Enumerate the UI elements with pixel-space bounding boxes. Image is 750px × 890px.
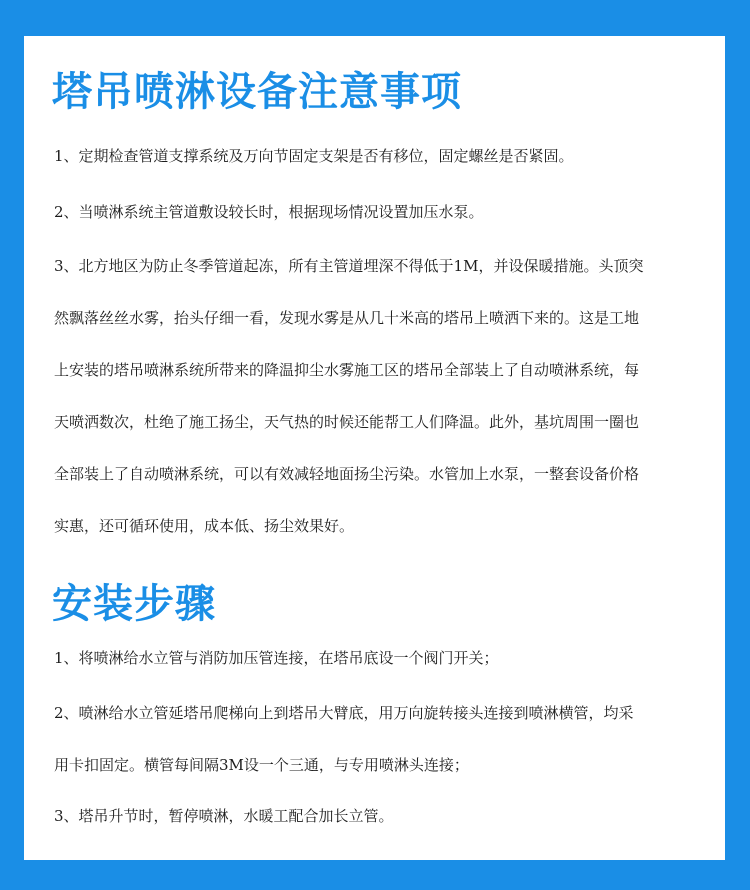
content-card: [24, 36, 725, 860]
precaution-item-3-line-6: 实惠，还可循环使用，成本低、扬尘效果好。: [54, 517, 355, 535]
install-step-1: [54, 632, 714, 684]
install-step-3: [54, 790, 714, 842]
precaution-item-2-line-1: 2、当喷淋系统主管道敷设较长时，根据现场情况设置加压水泵。: [54, 203, 484, 221]
precaution-item-3-line-4: 天喷洒数次，杜绝了施工扬尘，天气热的时候还能帮工人们降温。此外，基坑周围一圈也: [54, 413, 640, 431]
precaution-item-3: [54, 240, 714, 552]
precaution-item-3-line-1: 3、北方地区为防止冬季管道起冻，所有主管道埋深不得低于1M，并设保暖措施。头顶突: [54, 257, 644, 275]
precaution-item-3-line-2: 然飘落丝丝水雾，抬头仔细一看，发现水雾是从几十米高的塔吊上喷洒下来的。这是工地: [54, 309, 640, 327]
precaution-item-1-line-1: 1、定期检查管道支撑系统及万向节固定支架是否有移位，固定螺丝是否紧固。: [54, 147, 574, 165]
section-title-installation: 安装步骤: [52, 581, 216, 627]
install-step-3-line-1: 3、塔吊升节时，暂停喷淋，水暖工配合加长立管。: [54, 807, 394, 825]
precaution-item-3-line-5: 全部装上了自动喷淋系统，可以有效减轻地面扬尘污染。水管加上水泵，一整套设备价格: [54, 465, 640, 483]
install-step-2: [54, 687, 714, 791]
precaution-item-2: [54, 186, 714, 238]
precaution-item-3-line-3: 上安装的塔吊喷淋系统所带来的降温抑尘水雾施工区的塔吊全部装上了自动喷淋系统，每: [54, 361, 640, 379]
precaution-item-1: [54, 130, 714, 182]
section-title-precautions: 塔吊喷淋设备注意事项: [52, 69, 462, 115]
install-step-2-line-1: 2、喷淋给水立管延塔吊爬梯向上到塔吊大臂底，用万向旋转接头连接到喷淋横管，均采: [54, 704, 634, 722]
install-step-1-line-1: 1、将喷淋给水立管与消防加压管连接，在塔吊底设一个阀门开关；: [54, 649, 499, 667]
install-step-2-line-2: 用卡扣固定。横管每间隔3M设一个三通，与专用喷淋头连接；: [54, 756, 469, 774]
